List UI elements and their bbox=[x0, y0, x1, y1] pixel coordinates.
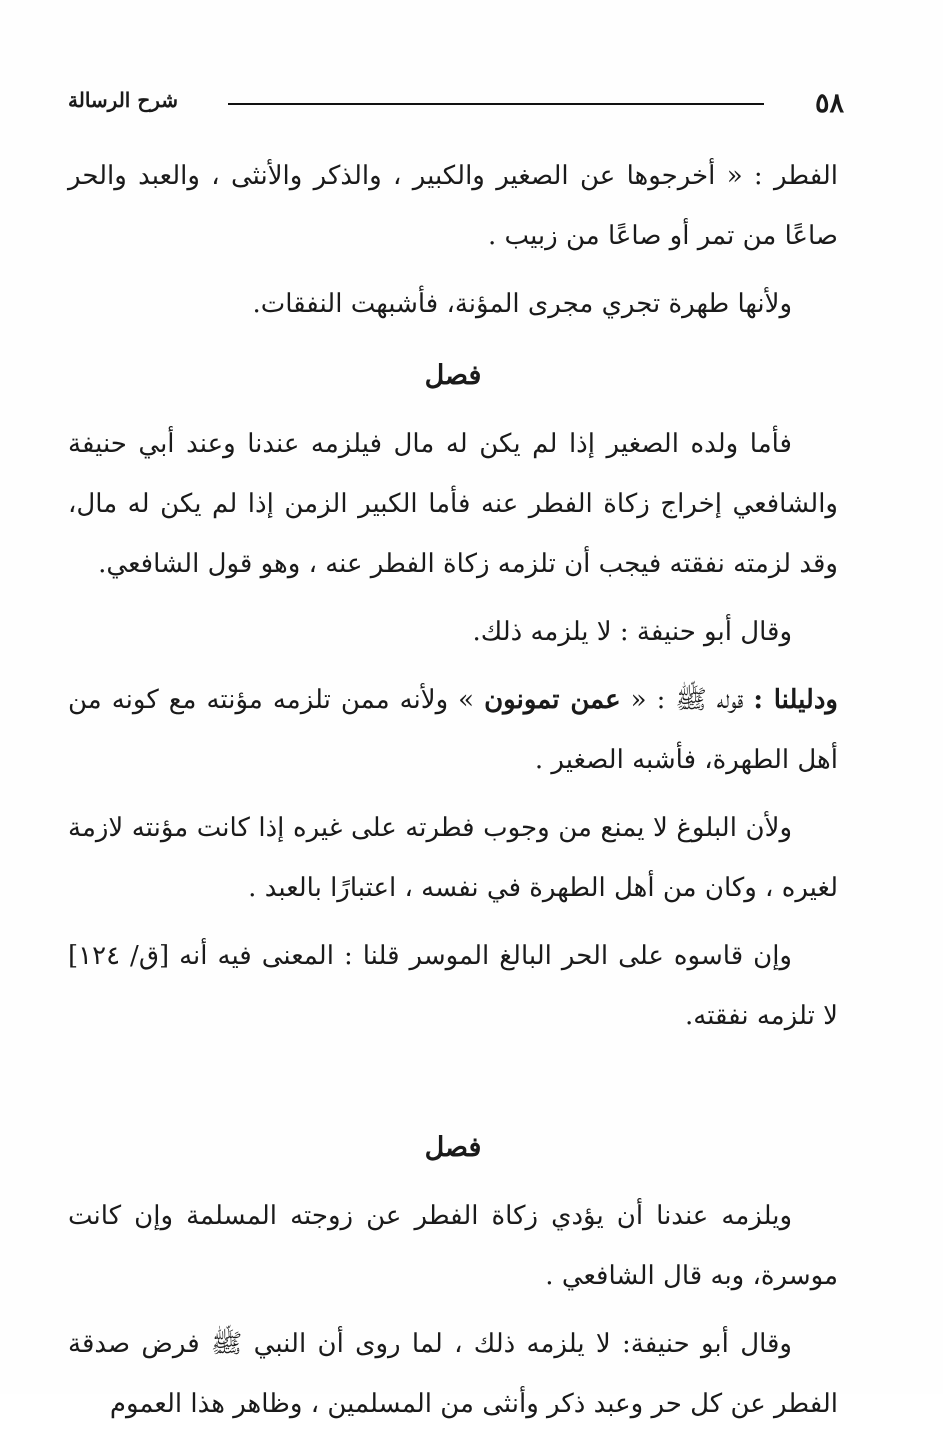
page-body bbox=[68, 146, 838, 1442]
paragraph-6: ولأن البلوغ لا يمنع من وجوب فطرته على غيره إذا كانت مؤنته لازمة لغيره ، وكان من أهل الطهرة في نفسه ، اعتبارًا بالعبد . bbox=[68, 813, 838, 903]
evidence-rest: » ولأنه ممن تلزمه مؤنته مع كونه من أهل الطهرة، فأشبه الصغير . bbox=[68, 685, 838, 775]
paragraph-4: وقال أبو حنيفة : لا يلزمه ذلك. bbox=[472, 617, 792, 647]
paragraph-9: وقال أبو حنيفة: لا يلزمه ذلك ، لما روى أن النبي ﷺ فرض صدقة الفطر عن كل حر وعبد ذكر وأنثى من المسلمين ، وظاهر هذا العموم bbox=[68, 1329, 838, 1419]
paragraph-7: وإن قاسوه على الحر البالغ الموسر قلنا : المعنى فيه أنه [ق/ ١٢٤] لا تلزمه نفقته. bbox=[68, 941, 838, 1031]
paragraph-3: فأما ولده الصغير إذا لم يكن له مال فيلزمه عندنا وعند أبي حنيفة والشافعي إخراج زكاة الفطر عنه فأما الكبير الزمن إذا لم يكن له مال، وقد لزمته نفقته فيجب أن تلزمه زكاة الفطر عنه ، وهو قول الشافعي. bbox=[68, 429, 838, 579]
paragraph-8: ويلزمه عندنا أن يؤدي زكاة الفطر عن زوجته المسلمة وإن كانت موسرة، وبه قال الشافعي . bbox=[68, 1201, 838, 1291]
hadith-quote: عمن تمونون bbox=[484, 685, 621, 715]
section-heading-1: فصل bbox=[424, 360, 482, 391]
page-header bbox=[68, 84, 844, 124]
section-heading-2: فصل bbox=[424, 1132, 482, 1163]
paragraph-5 bbox=[68, 670, 838, 790]
paragraph-2: ولأنها طهرة تجري مجرى المؤنة، فأشبهت النفقات. bbox=[252, 289, 792, 319]
running-title: شرح الرسالة bbox=[68, 88, 179, 112]
page-number: ٥٨ bbox=[814, 88, 844, 119]
paragraph-1: الفطر : « أخرجوها عن الصغير والكبير ، والذكر والأنثى ، والعبد والحر صاعًا من تمر أو صاعًا من زبيب . bbox=[68, 161, 838, 251]
evidence-lead: ودليلنا : bbox=[753, 685, 838, 715]
header-rule bbox=[228, 103, 764, 105]
evidence-intro: قوله ﷺ : « bbox=[620, 685, 754, 715]
